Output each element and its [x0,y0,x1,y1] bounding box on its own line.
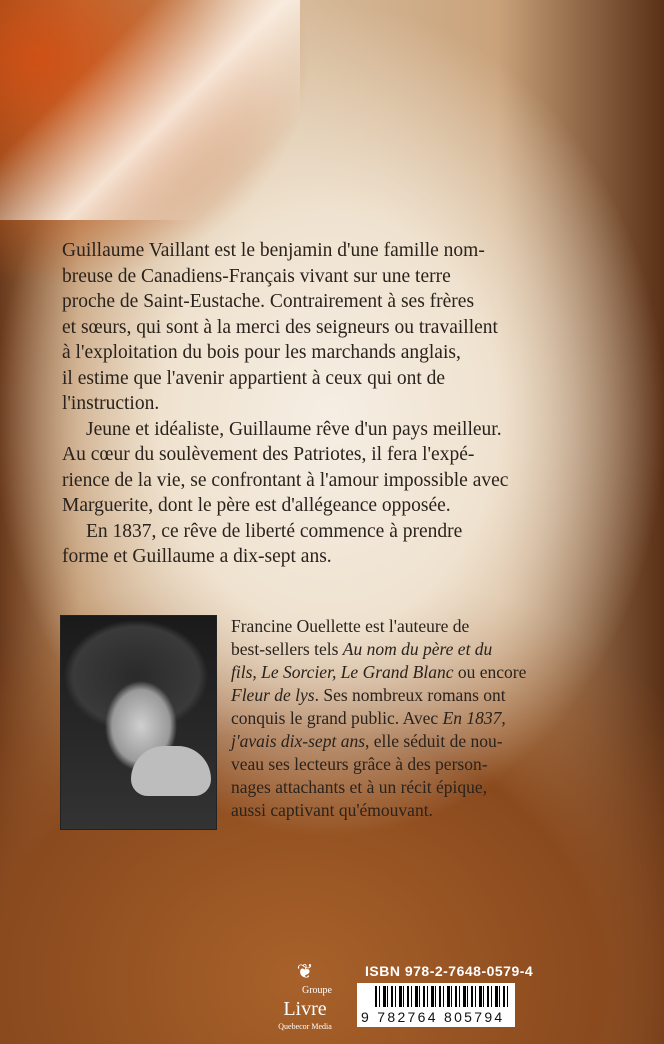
text-segment: aussi captivant qu'émouvant. [231,800,433,820]
text-line [62,519,508,545]
synopsis-text [62,238,508,570]
italic-title: Au nom du père et du [342,639,493,659]
text-line [62,340,508,366]
text-segment: veau ses lecteurs grâce à des person- [231,754,488,774]
italic-title: Fleur de lys [231,685,315,705]
text-segment: Marguerite, dont le père est d'allégeance opposée. [62,495,451,516]
italic-title: fils, Le Sorcier, Le Grand Blanc [231,662,454,682]
barcode-bars [375,986,511,1007]
light-glare [0,0,300,220]
barcode [357,983,515,1027]
publisher-groupe: Groupe [302,985,332,996]
text-segment: , elle séduit de nou- [365,731,503,751]
text-line [231,661,526,684]
text-line [62,544,508,570]
text-line [231,730,526,753]
text-line [62,315,508,341]
text-segment: conquis le grand public. Avec [231,708,443,728]
text-segment: Jeune et idéaliste, Guillaume rêve d'un pays meilleur. [86,418,502,440]
text-segment: à l'exploitation du bois pour les marchands anglais, [62,342,461,363]
text-line [231,753,526,776]
text-line [62,264,508,290]
text-line [62,468,508,494]
text-line [62,238,508,264]
text-segment: l'instruction. [62,393,160,414]
text-line [231,638,526,661]
text-line [62,493,508,519]
author-photo-hands [131,746,211,796]
text-line [62,289,508,315]
text-segment: breuse de Canadiens-Français vivant sur une terre [62,265,451,287]
text-segment: il estime que l'avenir appartient à ceux qui ont de [62,367,446,389]
author-photo [60,615,217,830]
text-line [231,684,526,707]
isbn-label: ISBN 978-2-7648-0579-4 [365,963,534,979]
text-segment: ou encore [453,662,527,682]
text-segment: . Ses nombreux romans ont [314,685,506,705]
text-segment: En 1837, ce rêve de liberté commence à prendre [86,520,463,542]
publisher-sub: Quebecor Media [278,1022,332,1031]
publisher-livre: Livre [283,998,327,1020]
barcode-number: 9 782764 805794 [361,1009,505,1025]
leaf-icon: ❦ [296,961,314,983]
text-segment: Guillaume Vaillant est le benjamin d'une famille nom- [62,240,485,261]
text-segment: best-sellers tels [231,639,343,659]
italic-title: En 1837, [442,708,506,728]
text-segment: proche de Saint-Eustache. Contrairement à ses frères [62,291,475,312]
text-line [231,776,526,799]
text-line [62,442,508,468]
text-line [62,366,508,392]
text-segment: rience de la vie, se confrontant à l'amour impossible avec [62,469,509,491]
text-segment: Au cœur du soulèvement des Patriotes, il fera l'expé- [62,444,475,465]
text-line [231,799,526,822]
italic-title: j'avais dix-sept ans [231,731,366,751]
text-line [62,391,508,417]
text-segment: et sœurs, qui sont à la merci des seigneurs ou travaillent [62,316,498,338]
text-line [62,417,508,443]
publisher-logo [262,960,348,1032]
author-bio-text [231,615,526,822]
text-segment: nages attachants et à un récit épique, [231,777,488,797]
text-segment: Francine Ouellette est l'auteure de [231,616,470,636]
text-line [231,707,526,730]
text-line [231,615,526,638]
text-segment: forme et Guillaume a dix-sept ans. [62,546,332,567]
